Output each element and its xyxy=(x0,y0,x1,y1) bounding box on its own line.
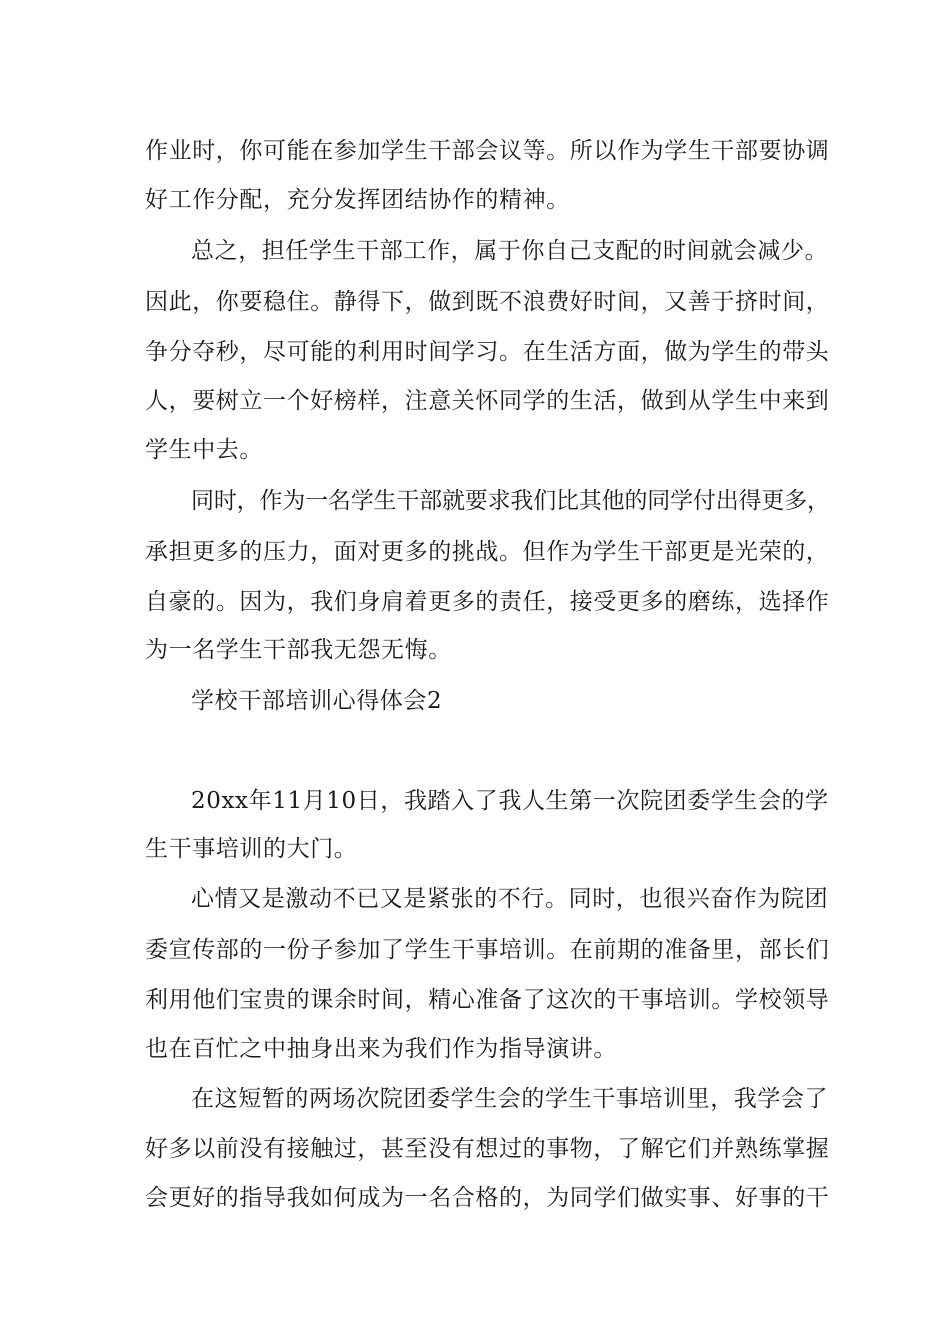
text-line: 人，要树立一个好榜样，注意关怀同学的生活，做到从学生中来到 xyxy=(145,388,830,414)
section-heading: 学校干部培训心得体会2 xyxy=(191,688,443,714)
text-line: 利用他们宝贵的课余时间，精心准备了这次的干事培训。学校领导 xyxy=(145,987,830,1013)
text-line: 自豪的。因为，我们身肩着更多的责任，接受更多的磨练，选择作 xyxy=(145,589,830,615)
text-line: 学生中去。 xyxy=(145,437,263,463)
text-line: 也在百忙之中抽身出来为我们作为指导演讲。 xyxy=(145,1036,617,1062)
text-line: 好工作分配，充分发挥团结协作的精神。 xyxy=(145,187,570,213)
text-line: 同时，作为一名学生干部就要求我们比其他的同学付出得更多， xyxy=(191,488,830,514)
text-line: 争分夺秒，尽可能的利用时间学习。在生活方面，做为学生的带头 xyxy=(145,339,830,365)
text-line: 总之，担任学生干部工作，属于你自己支配的时间就会减少。 xyxy=(191,238,829,264)
text-line: 因此，你要稳住。静得下，做到既不浪费好时间，又善于挤时间， xyxy=(145,289,830,315)
text-line: 生干事培训的大门。 xyxy=(145,836,358,862)
text-line: 好多以前没有接触过，甚至没有想过的事物，了解它们并熟练掌握 xyxy=(145,1136,830,1162)
text-line: 为一名学生干部我无怨无悔。 xyxy=(145,637,452,663)
text-line: 心情又是激动不已又是紧张的不行。同时，也很兴奋作为院团 xyxy=(191,886,829,912)
text-line: 承担更多的压力，面对更多的挑战。但作为学生干部更是光荣的， xyxy=(145,539,830,565)
text-line: 20xx年11月10日，我踏入了我人生第一次院团委学生会的学 xyxy=(191,788,829,814)
text-line: 作业时，你可能在参加学生干部会议等。所以作为学生干部要协调 xyxy=(145,138,830,164)
text-line: 在这短暂的两场次院团委学生会的学生干事培训里，我学会了 xyxy=(191,1086,829,1112)
text-line: 会更好的指导我如何成为一名合格的，为同学们做实事、好事的干 xyxy=(145,1185,830,1211)
text-line: 委宣传部的一份子参加了学生干事培训。在前期的准备里，部长们 xyxy=(145,937,830,963)
